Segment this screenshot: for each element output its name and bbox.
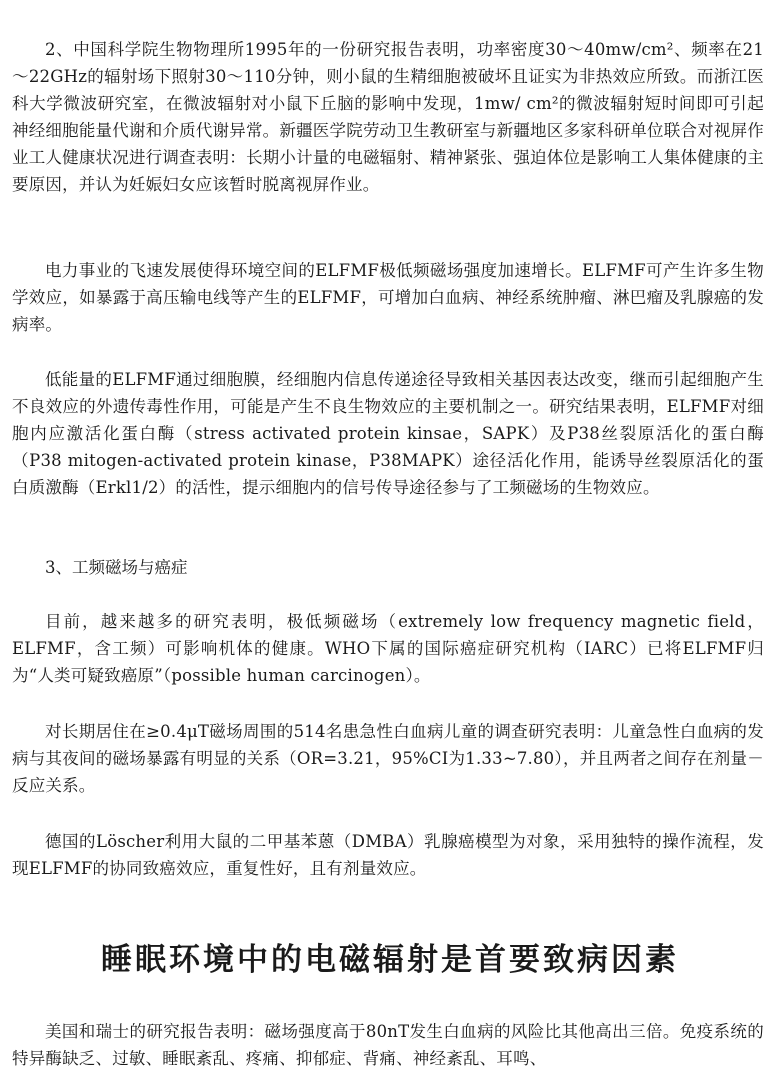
paragraph-sleep-environment: 美国和瑞士的研究报告表明：磁场强度高于80nT发生白血病的风险比其他高出三倍。免疫系统的特异酶缺乏、过敏、睡眠紊乱、疼痛、抑郁症、背痛、神经紊乱、耳鸣、 [12, 1022, 764, 1068]
paragraph-elfmf-growth: 电力事业的飞速发展使得环境空间的ELFMF极低频磁场强度加速增长。ELFMF可产生许多生物学效应，如暴露于高压输电线等产生的ELFMF，可增加白血病、神经系统肿瘤、淋巴瘤及乳腺癌的发病率。 [12, 261, 764, 334]
paragraph-elfmf-mechanism: 低能量的ELFMF通过细胞膜，经细胞内信息传递途径导致相关基因表达改变，继而引起细胞产生不良效应的外遗传毒性作用，可能是产生不良生物效应的主要机制之一。研究结果表明，ELFMF对细胞内应激活化蛋白酶（stress activated protein kinsae，SAPK）及P38丝裂原活化的蛋白酶（P38 mitogen-activated protein kinase，P38MAPK）途径活化作用，能诱导丝裂原活化的蛋白质激酶（Erkl1/2）的活性，提示细胞内的信号传导途径参与了工频磁场的生物效应。 [12, 370, 764, 497]
paragraph-microwave-research: 2、中国科学院生物物理所1995年的一份研究报告表明，功率密度30～40mw/cm²、频率在21～22GHz的辐射场下照射30～110分钟，则小鼠的生精细胞被破坏且证实为非热效应所致。而浙江医科大学微波研究室，在微波辐射对小鼠下丘脑的影响中发现，1mw/ cm²的微波辐射短时间即可引起神经细胞能量代谢和介质代谢异常。新疆医学院劳动卫生教研室与新疆地区多家科研单位联合对视屏作业工人健康状况进行调查表明：长期小计量的电磁辐射、精神紧张、强迫体位是影响工人集体健康的主要原因，并认为妊娠妇女应该暂时脱离视屏作业。 [12, 40, 764, 194]
page-title: 睡眠环境中的电磁辐射是首要致病因素 [101, 942, 679, 978]
paragraph-leukemia-study: 对长期居住在≥0.4μT磁场周围的514名患急性白血病儿童的调查研究表明：儿童急性白血病的发病与其夜间的磁场暴露有明显的关系（OR=3.21，95%CI为1.33~7.80），并且两者之间存在剂量－反应关系。 [12, 722, 764, 795]
paragraph-loscher-study: 德国的Löscher利用大鼠的二甲基苯蒽（DMBA）乳腺癌模型为对象，采用独特的操作流程，发现ELFMF的协同致癌效应，重复性好，且有剂量效应。 [12, 832, 764, 878]
paragraph-iarc-classification: 目前，越来越多的研究表明，极低频磁场（extremely low frequency magnetic field，ELFMF，含工频）可影响机体的健康。WHO下属的国际癌症研究机构（IARC）已将ELFMF归为“人类可疑致癌原”（possible human carcinogen）。 [12, 612, 764, 685]
section-heading-cancer: 3、工频磁场与癌症 [45, 558, 188, 577]
